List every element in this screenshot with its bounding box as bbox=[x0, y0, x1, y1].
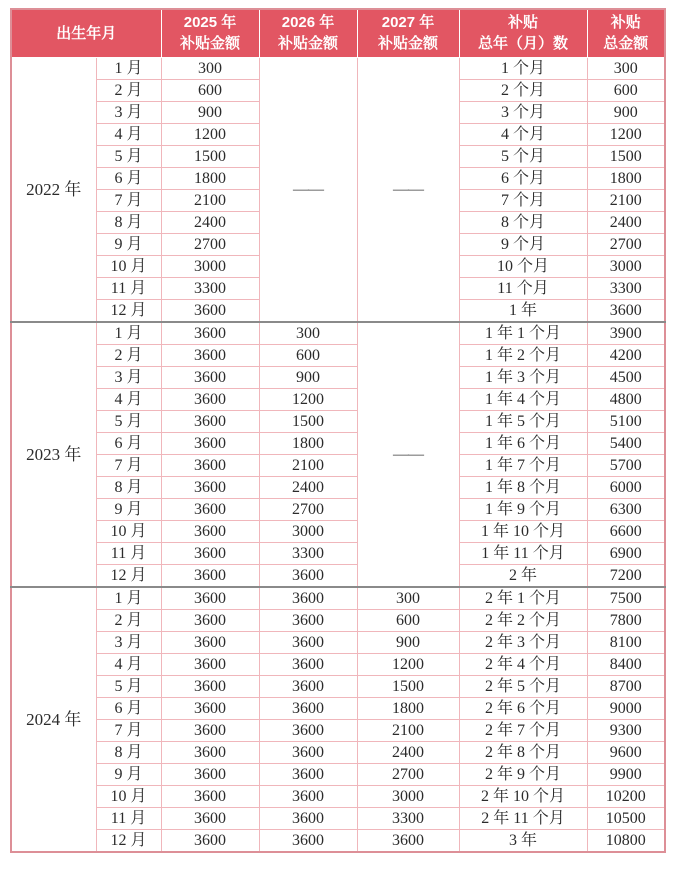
dash-2026-cell: —— bbox=[259, 57, 357, 322]
duration-cell: 2 年 10 个月 bbox=[459, 785, 587, 807]
month-cell: 3 月 bbox=[96, 631, 161, 653]
amount-2027-cell: 2700 bbox=[357, 763, 459, 785]
table-row bbox=[11, 410, 665, 432]
total-amount-cell: 1800 bbox=[587, 167, 665, 189]
month-cell: 5 月 bbox=[96, 145, 161, 167]
amount-2026-cell: 900 bbox=[259, 366, 357, 388]
duration-cell: 2 年 4 个月 bbox=[459, 653, 587, 675]
month-cell: 9 月 bbox=[96, 763, 161, 785]
amount-2026-cell: 1500 bbox=[259, 410, 357, 432]
total-amount-cell: 4800 bbox=[587, 388, 665, 410]
duration-cell: 1 年 5 个月 bbox=[459, 410, 587, 432]
month-cell: 8 月 bbox=[96, 476, 161, 498]
amount-2026-cell: 3600 bbox=[259, 697, 357, 719]
table-row bbox=[11, 322, 665, 345]
year-cell: 2024 年 bbox=[11, 587, 96, 852]
month-cell: 3 月 bbox=[96, 366, 161, 388]
total-amount-cell: 8100 bbox=[587, 631, 665, 653]
month-cell: 10 月 bbox=[96, 255, 161, 277]
duration-cell: 1 年 1 个月 bbox=[459, 322, 587, 345]
header-2025-cell: 2025 年 补贴金额 bbox=[161, 9, 259, 57]
month-cell: 6 月 bbox=[96, 167, 161, 189]
duration-cell: 1 年 10 个月 bbox=[459, 520, 587, 542]
table-header bbox=[11, 9, 665, 57]
duration-cell: 1 年 7 个月 bbox=[459, 454, 587, 476]
duration-cell: 2 年 5 个月 bbox=[459, 675, 587, 697]
duration-cell: 2 年 7 个月 bbox=[459, 719, 587, 741]
year-cell: 2023 年 bbox=[11, 322, 96, 587]
total-amount-cell: 10500 bbox=[587, 807, 665, 829]
amount-2025-cell: 3600 bbox=[161, 829, 259, 852]
table-row bbox=[11, 697, 665, 719]
amount-2026-cell: 3600 bbox=[259, 741, 357, 763]
duration-cell: 3 个月 bbox=[459, 101, 587, 123]
duration-cell: 7 个月 bbox=[459, 189, 587, 211]
amount-2025-cell: 2400 bbox=[161, 211, 259, 233]
amount-2026-cell: 3600 bbox=[259, 587, 357, 610]
amount-2025-cell: 3000 bbox=[161, 255, 259, 277]
amount-2026-cell: 2100 bbox=[259, 454, 357, 476]
month-cell: 7 月 bbox=[96, 719, 161, 741]
total-amount-cell: 7800 bbox=[587, 609, 665, 631]
table-body bbox=[11, 57, 665, 852]
total-amount-cell: 3000 bbox=[587, 255, 665, 277]
duration-cell: 1 年 8 个月 bbox=[459, 476, 587, 498]
total-amount-cell: 7200 bbox=[587, 564, 665, 587]
duration-cell: 4 个月 bbox=[459, 123, 587, 145]
table-row bbox=[11, 719, 665, 741]
total-amount-cell: 4200 bbox=[587, 344, 665, 366]
total-amount-cell: 10800 bbox=[587, 829, 665, 852]
header-total-cell: 补贴 总金额 bbox=[587, 9, 665, 57]
total-amount-cell: 3300 bbox=[587, 277, 665, 299]
amount-2026-cell: 3600 bbox=[259, 609, 357, 631]
duration-cell: 2 年 11 个月 bbox=[459, 807, 587, 829]
amount-2025-cell: 2700 bbox=[161, 233, 259, 255]
table-row bbox=[11, 675, 665, 697]
amount-2026-cell: 3000 bbox=[259, 520, 357, 542]
total-amount-cell: 9300 bbox=[587, 719, 665, 741]
amount-2026-cell: 3600 bbox=[259, 719, 357, 741]
table-row bbox=[11, 476, 665, 498]
duration-cell: 6 个月 bbox=[459, 167, 587, 189]
amount-2025-cell: 3600 bbox=[161, 322, 259, 345]
amount-2026-cell: 300 bbox=[259, 322, 357, 345]
amount-2027-cell: 300 bbox=[357, 587, 459, 610]
month-cell: 3 月 bbox=[96, 101, 161, 123]
month-cell: 6 月 bbox=[96, 432, 161, 454]
amount-2026-cell: 3600 bbox=[259, 564, 357, 587]
table-row bbox=[11, 57, 665, 79]
month-cell: 5 月 bbox=[96, 410, 161, 432]
total-amount-cell: 6900 bbox=[587, 542, 665, 564]
month-cell: 7 月 bbox=[96, 454, 161, 476]
header-2027-cell: 2027 年 补贴金额 bbox=[357, 9, 459, 57]
duration-cell: 2 年 3 个月 bbox=[459, 631, 587, 653]
duration-cell: 1 年 4 个月 bbox=[459, 388, 587, 410]
table-row bbox=[11, 520, 665, 542]
month-cell: 5 月 bbox=[96, 675, 161, 697]
header-birth-cell bbox=[11, 9, 161, 57]
duration-cell: 2 年 2 个月 bbox=[459, 609, 587, 631]
month-cell: 2 月 bbox=[96, 609, 161, 631]
amount-2025-cell: 3600 bbox=[161, 631, 259, 653]
table-row bbox=[11, 366, 665, 388]
table-row bbox=[11, 631, 665, 653]
month-cell: 7 月 bbox=[96, 189, 161, 211]
total-amount-cell: 10200 bbox=[587, 785, 665, 807]
duration-cell: 1 年 bbox=[459, 299, 587, 322]
month-cell: 11 月 bbox=[96, 807, 161, 829]
duration-cell: 1 年 9 个月 bbox=[459, 498, 587, 520]
duration-cell: 1 年 11 个月 bbox=[459, 542, 587, 564]
month-cell: 2 月 bbox=[96, 79, 161, 101]
total-amount-cell: 300 bbox=[587, 57, 665, 79]
total-amount-cell: 1500 bbox=[587, 145, 665, 167]
total-amount-cell: 2700 bbox=[587, 233, 665, 255]
table-row bbox=[11, 542, 665, 564]
amount-2026-cell: 3600 bbox=[259, 763, 357, 785]
duration-cell: 2 年 9 个月 bbox=[459, 763, 587, 785]
amount-2025-cell: 3300 bbox=[161, 277, 259, 299]
total-amount-cell: 2400 bbox=[587, 211, 665, 233]
amount-2025-cell: 3600 bbox=[161, 697, 259, 719]
duration-cell: 2 年 8 个月 bbox=[459, 741, 587, 763]
amount-2026-cell: 1200 bbox=[259, 388, 357, 410]
amount-2026-cell: 600 bbox=[259, 344, 357, 366]
subsidy-table bbox=[10, 8, 666, 853]
amount-2027-cell: 1800 bbox=[357, 697, 459, 719]
total-amount-cell: 8400 bbox=[587, 653, 665, 675]
amount-2025-cell: 600 bbox=[161, 79, 259, 101]
total-amount-cell: 8700 bbox=[587, 675, 665, 697]
amount-2025-cell: 3600 bbox=[161, 344, 259, 366]
month-cell: 10 月 bbox=[96, 520, 161, 542]
amount-2025-cell: 3600 bbox=[161, 498, 259, 520]
table-row bbox=[11, 609, 665, 631]
duration-cell: 11 个月 bbox=[459, 277, 587, 299]
total-amount-cell: 7500 bbox=[587, 587, 665, 610]
amount-2025-cell: 2100 bbox=[161, 189, 259, 211]
total-amount-cell: 1200 bbox=[587, 123, 665, 145]
amount-2026-cell: 3600 bbox=[259, 631, 357, 653]
amount-2027-cell: 3600 bbox=[357, 829, 459, 852]
table-row bbox=[11, 564, 665, 587]
table-row bbox=[11, 653, 665, 675]
dash-2027-cell: —— bbox=[357, 57, 459, 322]
month-cell: 10 月 bbox=[96, 785, 161, 807]
duration-cell: 1 年 6 个月 bbox=[459, 432, 587, 454]
month-cell: 2 月 bbox=[96, 344, 161, 366]
duration-cell: 1 年 3 个月 bbox=[459, 366, 587, 388]
year-cell: 2022 年 bbox=[11, 57, 96, 322]
header-birth-label: 出生年月 bbox=[56, 24, 117, 42]
amount-2025-cell: 1800 bbox=[161, 167, 259, 189]
month-cell: 1 月 bbox=[96, 322, 161, 345]
month-cell: 4 月 bbox=[96, 388, 161, 410]
month-cell: 12 月 bbox=[96, 829, 161, 852]
total-amount-cell: 9900 bbox=[587, 763, 665, 785]
amount-2025-cell: 3600 bbox=[161, 432, 259, 454]
amount-2027-cell: 2100 bbox=[357, 719, 459, 741]
table-row bbox=[11, 498, 665, 520]
amount-2025-cell: 3600 bbox=[161, 520, 259, 542]
amount-2025-cell: 3600 bbox=[161, 763, 259, 785]
amount-2025-cell: 3600 bbox=[161, 542, 259, 564]
duration-cell: 10 个月 bbox=[459, 255, 587, 277]
total-amount-cell: 600 bbox=[587, 79, 665, 101]
amount-2025-cell: 3600 bbox=[161, 741, 259, 763]
duration-cell: 2 个月 bbox=[459, 79, 587, 101]
month-cell: 12 月 bbox=[96, 299, 161, 322]
total-amount-cell: 6000 bbox=[587, 476, 665, 498]
month-cell: 9 月 bbox=[96, 498, 161, 520]
total-amount-cell: 3600 bbox=[587, 299, 665, 322]
amount-2026-cell: 3600 bbox=[259, 785, 357, 807]
amount-2027-cell: 1200 bbox=[357, 653, 459, 675]
amount-2025-cell: 3600 bbox=[161, 366, 259, 388]
amount-2026-cell: 3600 bbox=[259, 807, 357, 829]
month-cell: 1 月 bbox=[96, 57, 161, 79]
total-amount-cell: 9000 bbox=[587, 697, 665, 719]
amount-2025-cell: 3600 bbox=[161, 564, 259, 587]
amount-2025-cell: 3600 bbox=[161, 587, 259, 610]
total-amount-cell: 6300 bbox=[587, 498, 665, 520]
amount-2025-cell: 3600 bbox=[161, 653, 259, 675]
month-cell: 8 月 bbox=[96, 211, 161, 233]
month-cell: 12 月 bbox=[96, 564, 161, 587]
duration-cell: 2 年 bbox=[459, 564, 587, 587]
amount-2027-cell: 3000 bbox=[357, 785, 459, 807]
amount-2026-cell: 3600 bbox=[259, 675, 357, 697]
month-cell: 8 月 bbox=[96, 741, 161, 763]
amount-2026-cell: 3600 bbox=[259, 653, 357, 675]
month-cell: 11 月 bbox=[96, 277, 161, 299]
duration-cell: 5 个月 bbox=[459, 145, 587, 167]
amount-2026-cell: 2700 bbox=[259, 498, 357, 520]
table-row bbox=[11, 587, 665, 610]
amount-2026-cell: 3300 bbox=[259, 542, 357, 564]
total-amount-cell: 9600 bbox=[587, 741, 665, 763]
total-amount-cell: 2100 bbox=[587, 189, 665, 211]
table-row bbox=[11, 741, 665, 763]
amount-2025-cell: 3600 bbox=[161, 388, 259, 410]
total-amount-cell: 5100 bbox=[587, 410, 665, 432]
total-amount-cell: 5700 bbox=[587, 454, 665, 476]
month-cell: 9 月 bbox=[96, 233, 161, 255]
amount-2026-cell: 1800 bbox=[259, 432, 357, 454]
month-cell: 1 月 bbox=[96, 587, 161, 610]
table-row bbox=[11, 807, 665, 829]
amount-2027-cell: 1500 bbox=[357, 675, 459, 697]
month-cell: 6 月 bbox=[96, 697, 161, 719]
duration-cell: 2 年 1 个月 bbox=[459, 587, 587, 610]
amount-2027-cell: 3300 bbox=[357, 807, 459, 829]
amount-2025-cell: 900 bbox=[161, 101, 259, 123]
amount-2025-cell: 3600 bbox=[161, 476, 259, 498]
amount-2026-cell: 3600 bbox=[259, 829, 357, 852]
total-amount-cell: 6600 bbox=[587, 520, 665, 542]
total-amount-cell: 4500 bbox=[587, 366, 665, 388]
amount-2025-cell: 1200 bbox=[161, 123, 259, 145]
month-cell: 4 月 bbox=[96, 653, 161, 675]
amount-2025-cell: 3600 bbox=[161, 807, 259, 829]
table-row bbox=[11, 432, 665, 454]
amount-2027-cell: 600 bbox=[357, 609, 459, 631]
table-row bbox=[11, 763, 665, 785]
table-row bbox=[11, 785, 665, 807]
amount-2027-cell: 900 bbox=[357, 631, 459, 653]
amount-2027-cell: 2400 bbox=[357, 741, 459, 763]
amount-2025-cell: 3600 bbox=[161, 410, 259, 432]
amount-2025-cell: 3600 bbox=[161, 719, 259, 741]
amount-2025-cell: 300 bbox=[161, 57, 259, 79]
duration-cell: 1 年 2 个月 bbox=[459, 344, 587, 366]
duration-cell: 2 年 6 个月 bbox=[459, 697, 587, 719]
duration-cell: 8 个月 bbox=[459, 211, 587, 233]
table-row bbox=[11, 454, 665, 476]
duration-cell: 3 年 bbox=[459, 829, 587, 852]
header-duration-cell: 补贴 总年（月）数 bbox=[459, 9, 587, 57]
month-cell: 11 月 bbox=[96, 542, 161, 564]
amount-2025-cell: 3600 bbox=[161, 454, 259, 476]
amount-2025-cell: 3600 bbox=[161, 785, 259, 807]
table-row bbox=[11, 344, 665, 366]
amount-2025-cell: 3600 bbox=[161, 675, 259, 697]
table-row bbox=[11, 388, 665, 410]
duration-cell: 9 个月 bbox=[459, 233, 587, 255]
amount-2025-cell: 3600 bbox=[161, 299, 259, 322]
amount-2025-cell: 1500 bbox=[161, 145, 259, 167]
total-amount-cell: 3900 bbox=[587, 322, 665, 345]
duration-cell: 1 个月 bbox=[459, 57, 587, 79]
header-row bbox=[11, 9, 665, 57]
month-cell: 4 月 bbox=[96, 123, 161, 145]
header-2026-cell: 2026 年 补贴金额 bbox=[259, 9, 357, 57]
amount-2026-cell: 2400 bbox=[259, 476, 357, 498]
dash-2027-cell: —— bbox=[357, 322, 459, 587]
total-amount-cell: 900 bbox=[587, 101, 665, 123]
total-amount-cell: 5400 bbox=[587, 432, 665, 454]
amount-2025-cell: 3600 bbox=[161, 609, 259, 631]
table-row bbox=[11, 829, 665, 852]
